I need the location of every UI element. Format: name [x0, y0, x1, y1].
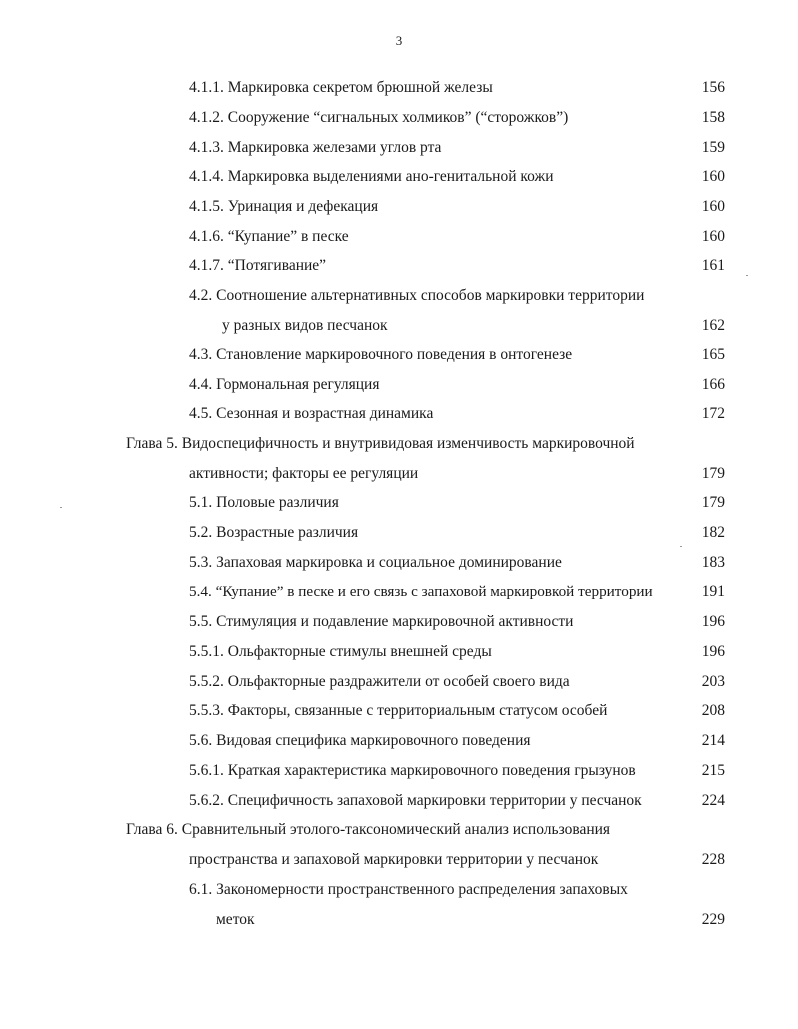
toc-entry-title: 5.6.2. Специфичность запаховой маркировки территории у песчанок [189, 792, 642, 809]
page-number: 3 [395, 33, 403, 48]
toc-chapter-title: активности; факторы ее регуляции [189, 465, 419, 482]
toc-entry-page: 214 [701, 732, 725, 749]
toc-entry-title: 4.1.5. Уринация и дефекация [189, 198, 379, 215]
toc-entry-page: 208 [701, 702, 725, 719]
toc-entry-page: 162 [701, 317, 725, 334]
toc-entry-page: 166 [701, 376, 725, 393]
toc-entry-page: 158 [701, 109, 725, 126]
toc-entry-title: 4.3. Становление маркировочного поведения в онтогенезе [189, 346, 573, 363]
toc-entry-page: 165 [701, 346, 725, 363]
toc-entry-page: 172 [701, 405, 725, 422]
toc-entry-page: 179 [701, 465, 725, 482]
toc-entry-title: 4.4. Гормональная регуляция [189, 376, 380, 393]
scan-speck [746, 275, 748, 276]
toc-entry-title: 5.6.1. Краткая характеристика маркировочного поведения грызунов [189, 762, 636, 779]
toc-entry-title: 5.4. “Купание” в песке и его связь с запаховой маркировкой территории [189, 583, 653, 600]
scan-speck [60, 507, 62, 508]
toc-entry-title: 4.1.7. “Потягивание” [189, 257, 327, 274]
toc-entry-page: 161 [701, 257, 725, 274]
toc-entry-page: 196 [701, 643, 725, 660]
toc-entry-title: 4.5. Сезонная и возрастная динамика [189, 405, 434, 422]
toc-entry-title: 4.1.1. Маркировка секретом брюшной железы [189, 79, 493, 96]
toc-entry-page: 183 [701, 554, 725, 571]
toc-entry-title: 5.6. Видовая специфика маркировочного поведения [189, 732, 531, 749]
toc-entry-page: 229 [701, 911, 725, 928]
toc-entry-page: 228 [701, 851, 725, 868]
toc-entry-title: меток [216, 911, 255, 928]
toc-entry-title: 4.2. Соотношение альтернативных способов маркировки территории [189, 287, 645, 304]
toc-entry-title: 4.1.2. Сооружение “сигнальных холмиков” (“сторожков”) [189, 109, 569, 126]
toc-entry-page: 182 [701, 524, 725, 541]
toc-entry-title: 4.1.3. Маркировка железами углов рта [189, 139, 442, 156]
toc-entry-title: 5.5.2. Ольфакторные раздражители от особей своего вида [189, 673, 570, 690]
toc-chapter-title: Глава 5. Видоспецифичность и внутривидовая изменчивость маркировочной [126, 435, 635, 452]
toc-entry-title: 6.1. Закономерности пространственного распределения запаховых [189, 881, 628, 898]
toc-entry-page: 203 [701, 673, 725, 690]
toc-entry-page: 159 [701, 139, 725, 156]
toc-entry-page: 156 [701, 79, 725, 96]
toc-entry-title: у разных видов песчанок [222, 317, 388, 334]
toc-entry-title: 4.1.6. “Купание” в песке [189, 228, 349, 245]
toc-entry-page: 160 [701, 228, 725, 245]
toc-entry-page: 215 [701, 762, 725, 779]
toc-entry-title: 5.5. Стимуляция и подавление маркировочной активности [189, 613, 574, 630]
toc-entry-page: 160 [701, 168, 725, 185]
toc-entry-title: 5.5.3. Факторы, связанные с территориальным статусом особей [189, 702, 608, 719]
toc-entry-title: 5.3. Запаховая маркировка и социальное доминирование [189, 554, 562, 571]
toc-chapter-title: пространства и запаховой маркировки территории у песчанок [189, 851, 599, 868]
toc-entry-title: 5.2. Возрастные различия [189, 524, 359, 541]
toc-entry-title: 4.1.4. Маркировка выделениями ано-генитальной кожи [189, 168, 554, 185]
toc-chapter-title: Глава 6. Сравнительный этолого-таксономический анализ использования [126, 821, 611, 838]
toc-entry-page: 224 [701, 792, 725, 809]
toc-entry-title: 5.1. Половые различия [189, 494, 339, 511]
toc-entry-page: 191 [701, 583, 725, 600]
toc-entry-page: 179 [701, 494, 725, 511]
toc-entry-page: 196 [701, 613, 725, 630]
toc-entry-page: 160 [701, 198, 725, 215]
toc-entry-title: 5.5.1. Ольфакторные стимулы внешней среды [189, 643, 492, 660]
scan-speck [680, 546, 682, 547]
